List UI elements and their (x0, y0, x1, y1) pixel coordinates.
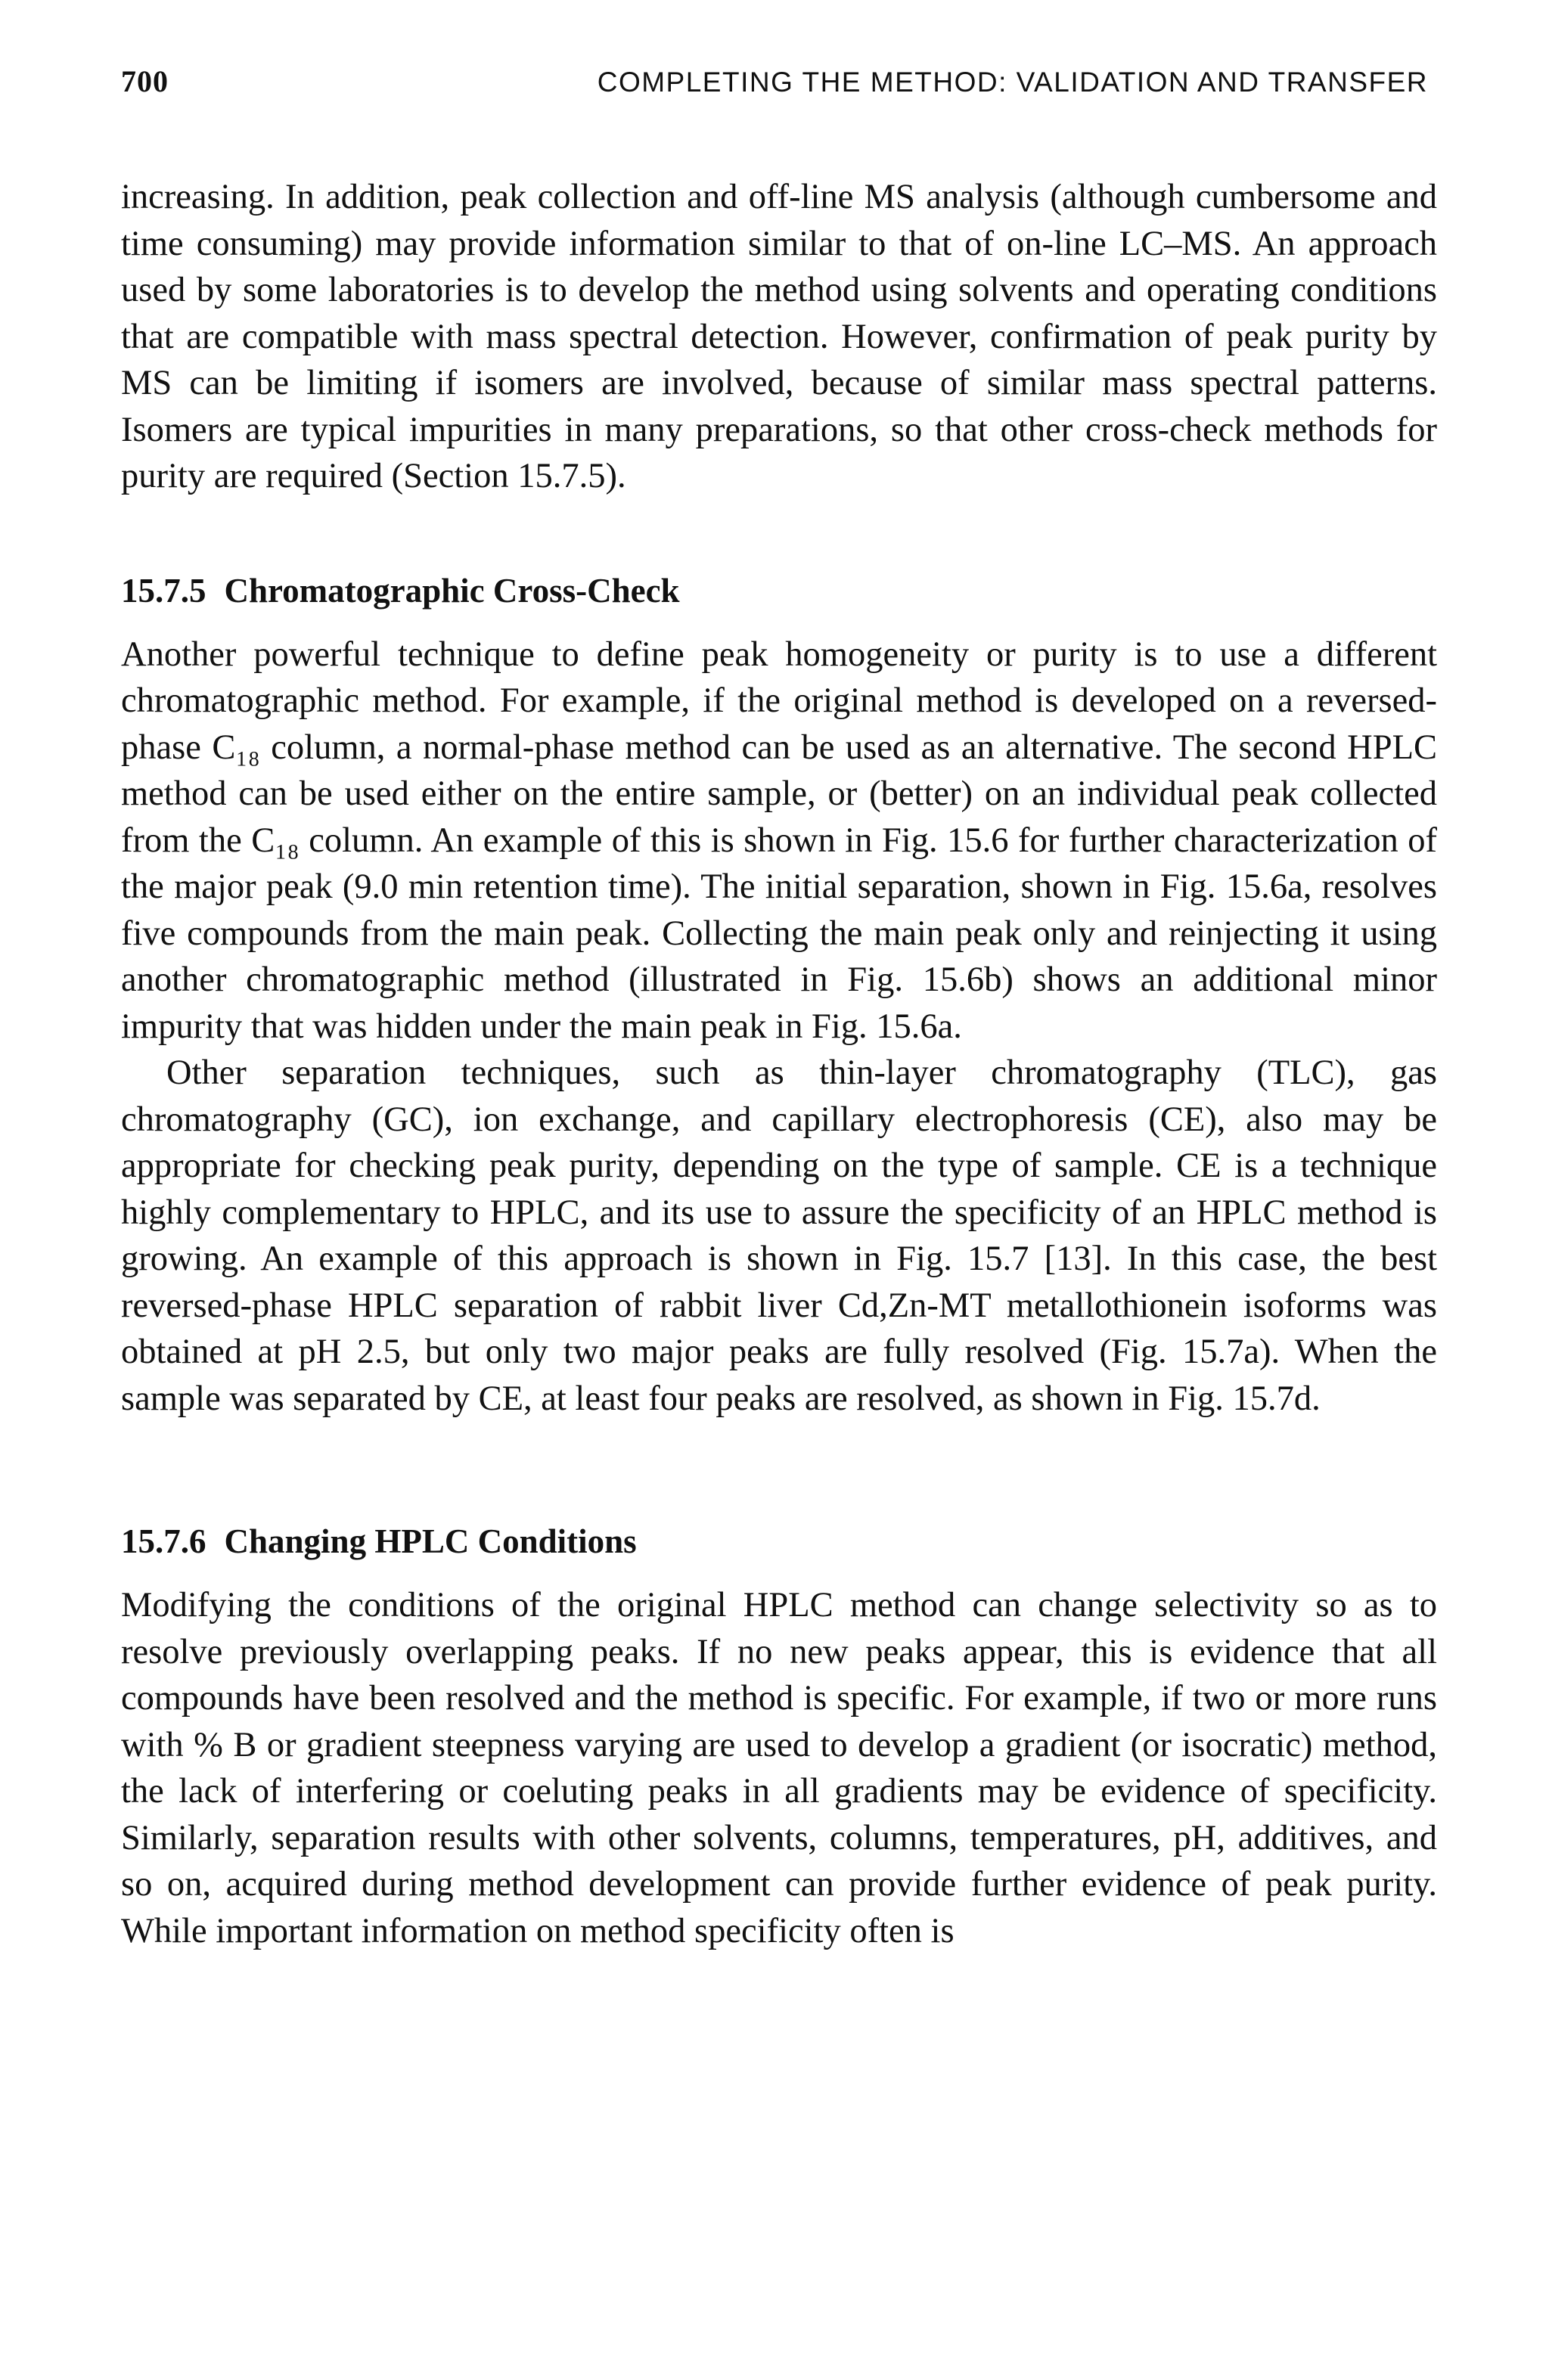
page (121, 64, 1437, 1954)
running-title: COMPLETING THE METHOD: VALIDATION AND TRANSFER (597, 67, 1428, 98)
page-number: 700 (121, 64, 169, 98)
body-paragraph-3: Other separation techniques, such as thin-layer chromatography (TLC), gas chromatography (GC), ion exchange, and capillary electrophoresis (CE), also may be appropriate for checking peak purity, depending on the type of sample. CE is a technique highly complementary to HPLC, and its use to assure the specificity of an HPLC method is growing. An example of this approach is shown in Fig. 15.7 [13]. In this case, the best reversed-phase HPLC separation of rabbit liver Cd,Zn-MT metallothionein isoforms was obtained at pH 2.5, but only two major peaks are fully resolved (Fig. 15.7a). When the sample was separated by CE, at least four peaks are resolved, as shown in Fig. 15.7d. (121, 1053, 1437, 1418)
section-number: 15.7.5 (121, 571, 206, 610)
section-heading-15-7-6 (121, 1519, 1437, 1564)
section-heading-15-7-5 (121, 568, 1437, 613)
section-title: Chromatographic Cross-Check (224, 571, 680, 610)
section-title: Changing HPLC Conditions (224, 1522, 637, 1560)
body-paragraph-1: increasing. In addition, peak collection and off-line MS analysis (although cumbersome and time consuming) may provide information similar to that of on-line LC–MS. An approach used by some laboratories is to develop the method using solvents and operating conditions that are compatible with mass spectral detection. However, confirmation of peak purity by MS can be limiting if isomers are involved, because of similar mass spectral patterns. Isomers are typical impurities in many preparations, so that other cross-check methods for purity are required (Section 15.7.5). (121, 178, 1437, 495)
body-paragraph-2: Another powerful technique to define peak homogeneity or purity is to use a different chromatographic method. For example, if the original method is developed on a reversed-phase C₁₈ column, a normal-phase method can be used as an alternative. The second HPLC method can be used either on the entire sample, or (better) on an individual peak collected from the C₁₈ column. An example of this is shown in Fig. 15.6 for further characterization of the major peak (9.0 min retention time). The initial separation, shown in Fig. 15.6a, resolves five compounds from the main peak. Collecting the main peak only and reinjecting it using another chromatographic method (illustrated in Fig. 15.6b) shows an additional minor impurity that was hidden under the main peak in Fig. 15.6a. (121, 635, 1437, 1046)
body-paragraph-4: Modifying the conditions of the original HPLC method can change selectivity so as to resolve previously overlapping peaks. If no new peaks appear, this is evidence that all compounds have been resolved and the method is specific. For example, if two or more runs with % B or gradient steepness varying are used to develop a gradient (or isocratic) method, the lack of interfering or coeluting peaks in all gradients may be evidence of specificity. Similarly, separation results with other solvents, columns, temperatures, pH, additives, and so on, acquired during method development can provide further evidence of peak purity. While important information on method specificity often is (121, 1586, 1437, 1950)
section-number: 15.7.6 (121, 1522, 206, 1560)
running-head (121, 64, 1437, 119)
